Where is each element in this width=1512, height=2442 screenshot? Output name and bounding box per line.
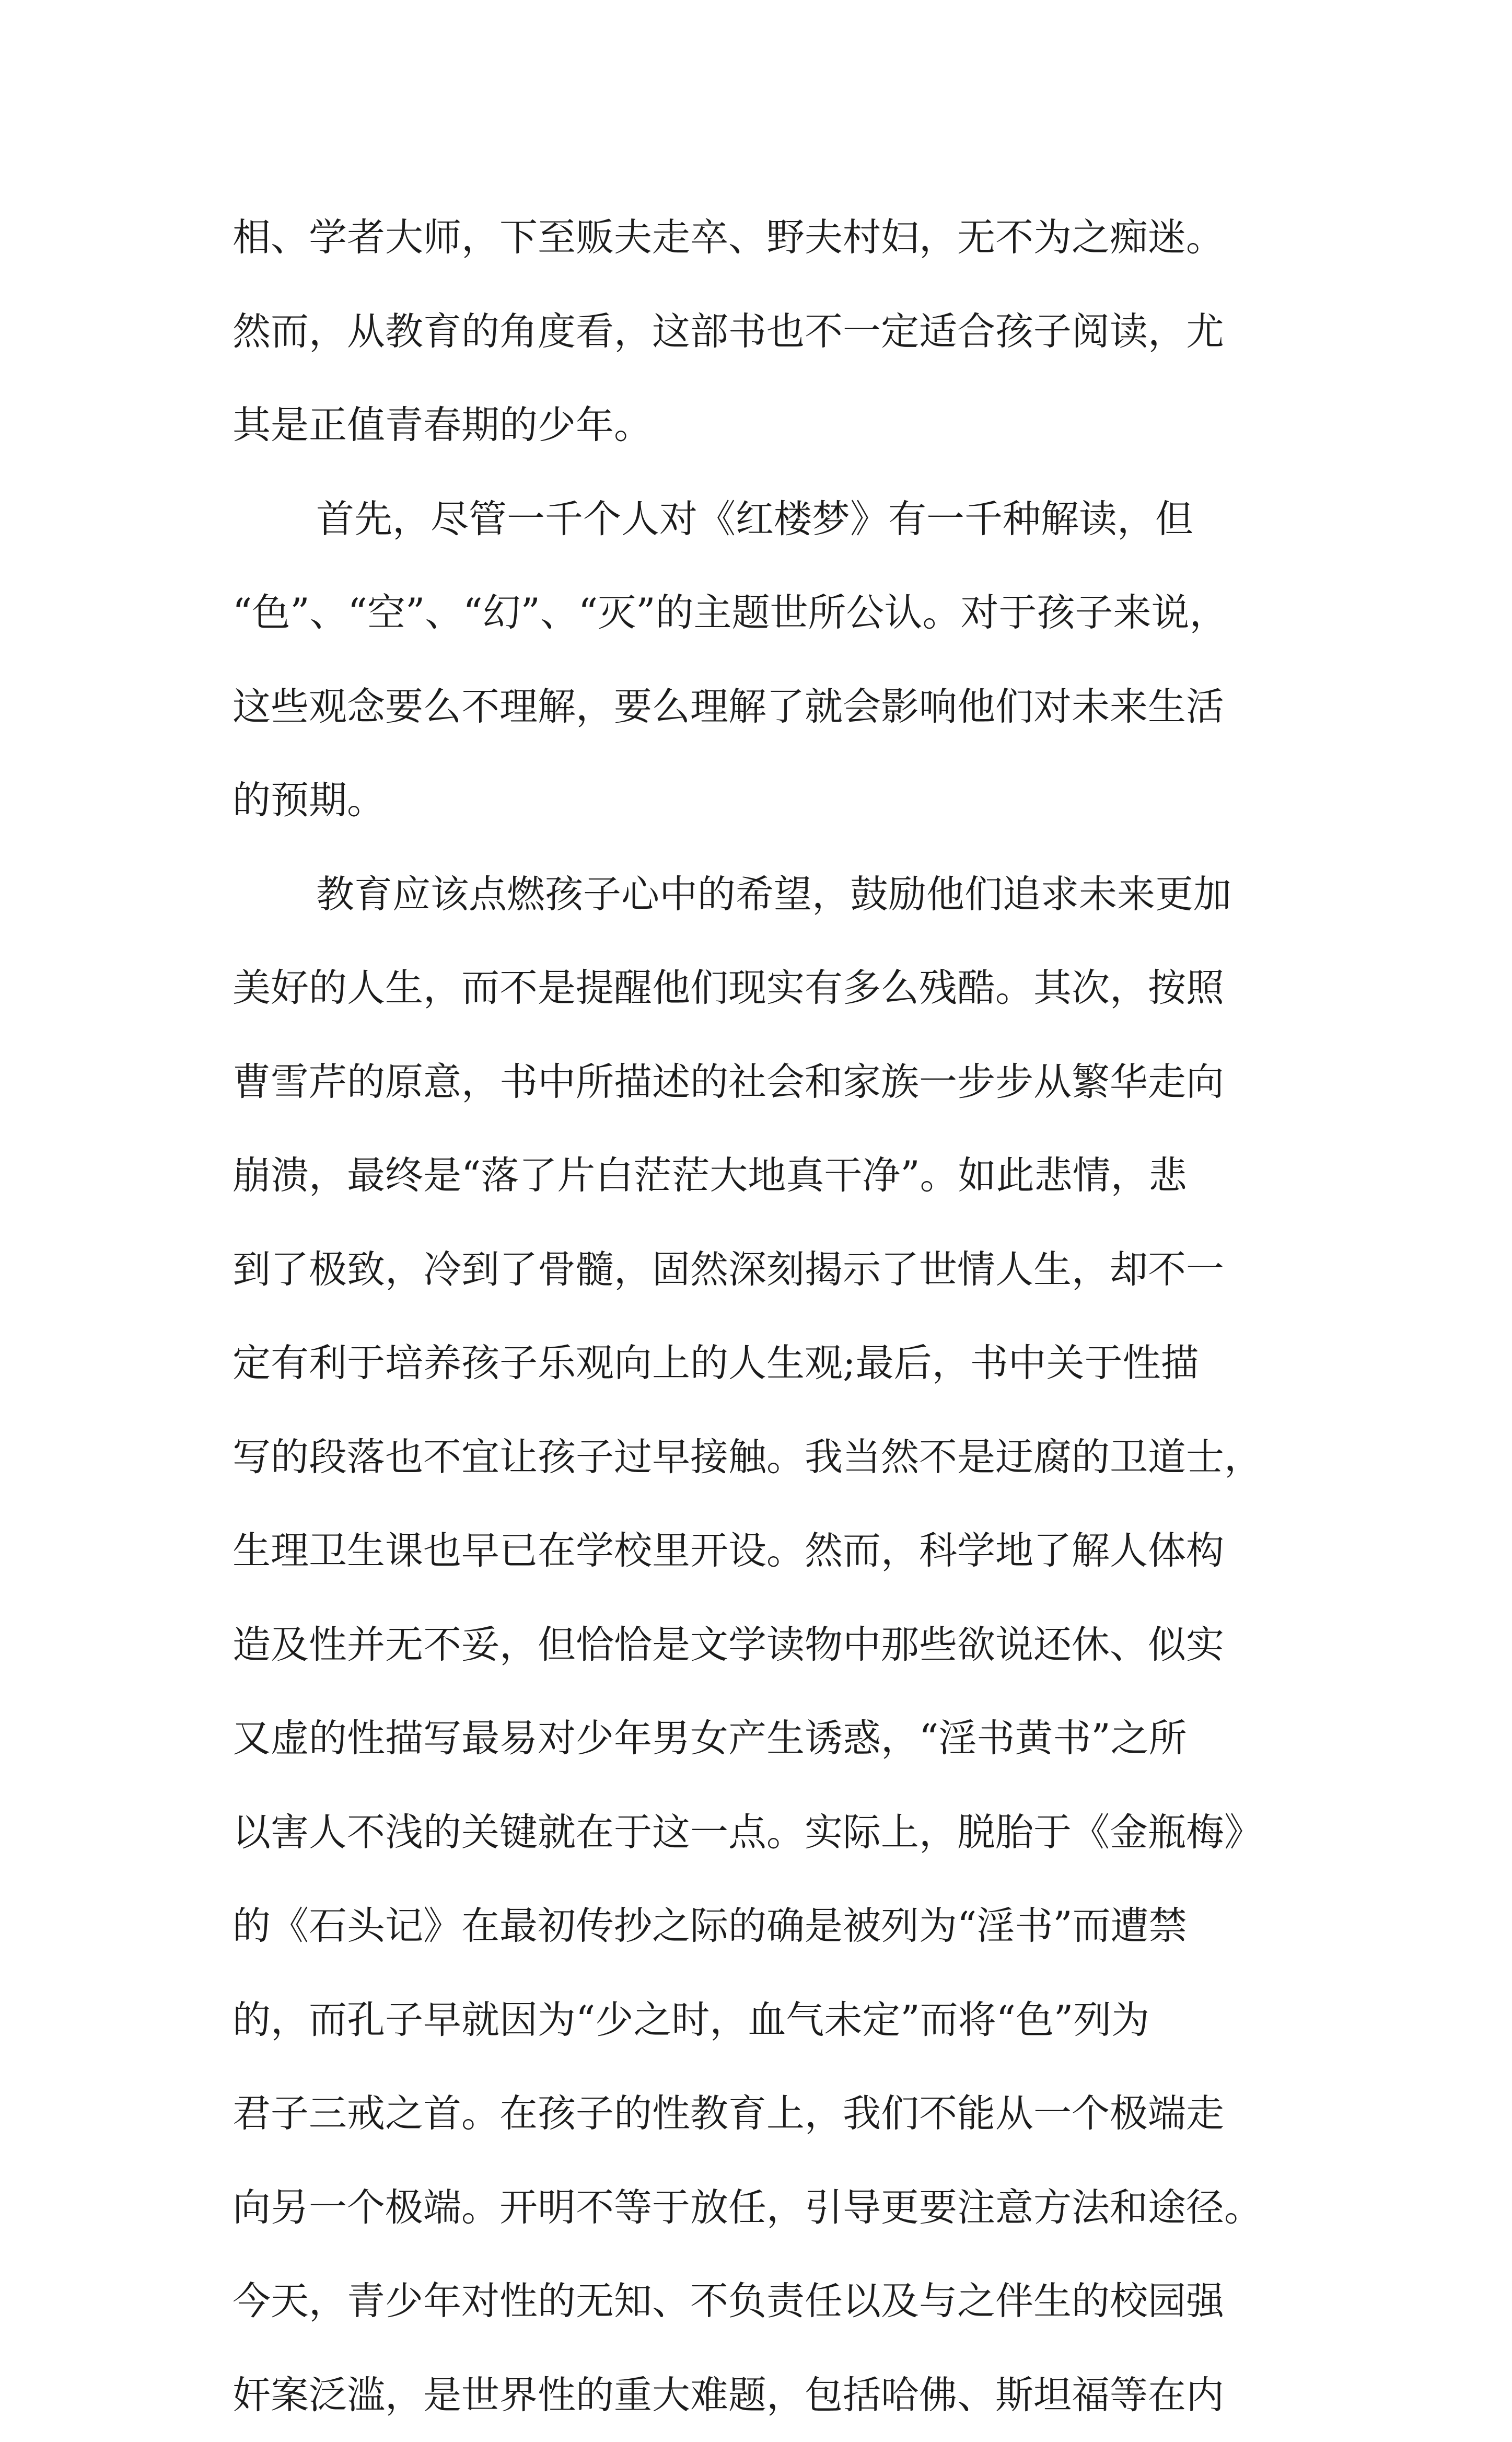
text-line: 这些观念要么不理解，要么理解了就会影响他们对未来生活: [232, 660, 1296, 754]
text-line: 然而，从教育的角度看，这部书也不一定适合孩子阅读，尤: [232, 285, 1296, 379]
text-line: 君子三戒之首。在孩子的性教育上，我们不能从一个极端走: [232, 2067, 1296, 2161]
text-line: 曹雪芹的原意，书中所描述的社会和家族一步步从繁华走向: [232, 1035, 1296, 1129]
text-line: 向另一个极端。开明不等于放任，引导更要注意方法和途径。: [232, 2161, 1296, 2255]
text-line: 写的段落也不宜让孩子过早接触。我当然不是迂腐的卫道士，: [232, 1410, 1296, 1504]
text-line: 造及性并无不妥，但恰恰是文学读物中那些欲说还休、似实: [232, 1598, 1296, 1692]
text-line: “色”、“空”、“幻”、“灭”的主题世所公认。对于孩子来说，: [232, 566, 1296, 660]
text-line: 崩溃，最终是“落了片白茫茫大地真干净”。如此悲情，悲: [232, 1129, 1296, 1223]
text-line: 首先，尽管一千个人对《红楼梦》有一千种解读，但: [232, 472, 1296, 566]
body-text: [232, 191, 1296, 2442]
text-line: 以害人不浅的关键就在于这一点。实际上，脱胎于《金瓶梅》: [232, 1786, 1296, 1880]
text-line: 相、学者大师，下至贩夫走卒、野夫村妇，无不为之痴迷。: [232, 191, 1296, 285]
text-line: 的《石头记》在最初传抄之际的确是被列为“淫书”而遭禁: [232, 1879, 1296, 1973]
text-line: 的预期。: [232, 754, 1296, 848]
text-line: 到了极致，冷到了骨髓，固然深刻揭示了世情人生，却不一: [232, 1223, 1296, 1317]
text-line: 美好的人生，而不是提醒他们现实有多么残酷。其次，按照: [232, 941, 1296, 1035]
text-line: 又虚的性描写最易对少年男女产生诱惑，“淫书黄书”之所: [232, 1692, 1296, 1786]
text-line: 生理卫生课也早已在学校里开设。然而，科学地了解人体构: [232, 1504, 1296, 1598]
text-line: 奸案泛滥，是世界性的重大难题，包括哈佛、斯坦福等在内: [232, 2348, 1296, 2442]
text-line: 教育应该点燃孩子心中的希望，鼓励他们追求未来更加: [232, 848, 1296, 942]
text-line: 其是正值青春期的少年。: [232, 378, 1296, 472]
text-line: 的，而孔子早就因为“少之时，血气未定”而将“色”列为: [232, 1973, 1296, 2067]
text-line: 定有利于培养孩子乐观向上的人生观;最后，书中关于性描: [232, 1316, 1296, 1410]
text-line: 今天，青少年对性的无知、不负责任以及与之伴生的校园强: [232, 2254, 1296, 2348]
